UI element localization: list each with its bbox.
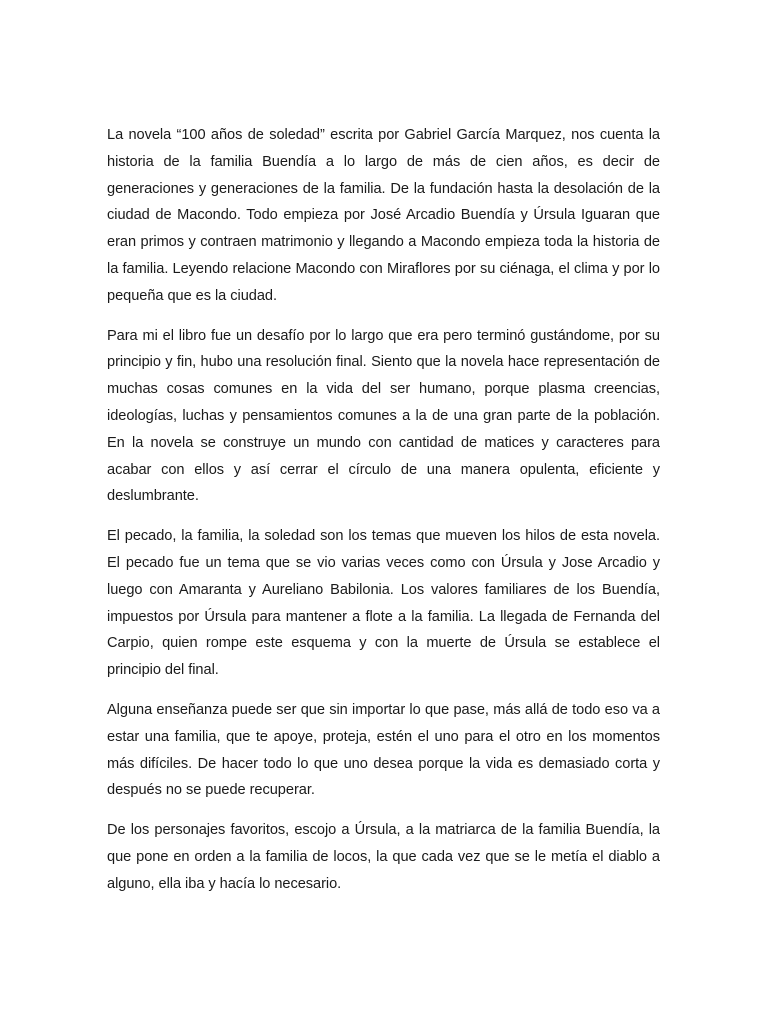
paragraph-3: El pecado, la familia, la soledad son los temas que mueven los hilos de esta novela. El pecado fue un tema que se vio varias veces como con Úrsula y Jose Arcadio y luego con Amaranta y Aureliano Babilonia. Los valores familiares de los Buendía, impuestos por Úrsula para mantener a flote a la familia. La llegada de Fernanda del Carpio, quien rompe este esquema y con la muerte de Úrsula se establece el principio del final. (107, 528, 660, 679)
paragraph-1: La novela “100 años de soledad” escrita por Gabriel García Marquez, nos cuenta la historia de la familia Buendía a lo largo de más de cien años, es decir de generaciones y generaciones de la familia. De la fundación hasta la desolación de la ciudad de Macondo. Todo empieza por José Arcadio Buendía y Úrsula Iguaran que eran primos y contraen matrimonio y llegando a Macondo empieza toda la historia de la familia. Leyendo relacione Macondo con Miraflores por su ciénaga, el clima y por lo pequeña que es la ciudad. (107, 127, 660, 304)
document-page (107, 122, 660, 911)
paragraph-5: De los personajes favoritos, escojo a Úrsula, a la matriarca de la familia Buendía, la que pone en orden a la familia de locos, la que cada vez que se le metía el diablo a alguno, ella iba y hacía lo necesario. (107, 822, 660, 892)
paragraph-2: Para mi el libro fue un desafío por lo largo que era pero terminó gustándome, por su principio y fin, hubo una resolución final. Siento que la novela hace representación de muchas cosas comunes en la vida del ser humano, porque plasma creencias, ideologías, luchas y pensamientos comunes a la de una gran parte de la población. En la novela se construye un mundo con cantidad de matices y caracteres para acabar con ellos y así cerrar el círculo de una manera opulenta, eficiente y deslumbrante. (107, 327, 660, 505)
paragraph-4: Alguna enseñanza puede ser que sin importar lo que pase, más allá de todo eso va a estar una familia, que te apoye, proteja, estén el uno para el otro en los momentos más difíciles. De hacer todo lo que uno desea porque la vida es demasiado corta y después no se puede recuperar. (107, 701, 660, 799)
